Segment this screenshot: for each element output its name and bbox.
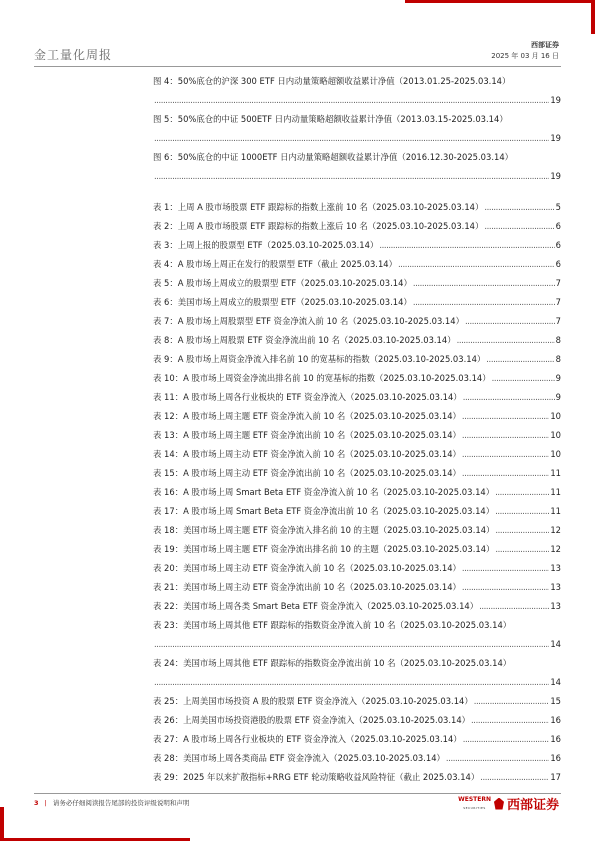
toc-entry-label: 表 2：上周 A 股市场股票 ETF 跟踪标的指数上涨后 10 名（2025.03.10-2025.03.14）: [153, 221, 484, 231]
table-toc-entry[interactable]: [153, 426, 561, 445]
header-divider: [34, 66, 561, 67]
table-toc-entry[interactable]: [153, 464, 561, 483]
toc-leader-dots: [484, 198, 554, 217]
table-toc-entry[interactable]: [153, 483, 561, 502]
logo-english-sub: SECURITIES: [463, 805, 486, 810]
table-toc-entry[interactable]: [153, 540, 561, 559]
toc-entry-label: 表 23：美国市场上周其他 ETF 跟踪标的指数资金净流入前 10 名（2025.03.10-2025.03.14）: [153, 620, 512, 630]
toc-page-number: 8: [555, 335, 561, 345]
toc-page-number: 19: [550, 171, 561, 181]
toc-page-number: 6: [555, 221, 561, 231]
toc-leader-dots: [480, 768, 549, 787]
footer-notice-block: [34, 798, 189, 807]
toc-page-number: 13: [550, 582, 561, 592]
toc-entry-label: 表 3：上周上报的股票型 ETF（2025.03.10-2025.03.14）: [153, 240, 379, 250]
toc-leader-dots: [495, 502, 549, 521]
toc-entry-label: 表 18：美国市场上周主题 ETF 资金净流入排名前 10 的主题（2025.03.10-2025.03.14）: [153, 525, 495, 535]
toc-leader-dots: [379, 236, 554, 255]
toc-leader-dots: [463, 730, 550, 749]
footer-notice: 请务必仔细阅读报告尾部的投资评级说明和声明: [52, 799, 190, 807]
table-toc-entry[interactable]: [153, 369, 561, 388]
toc-leader-dots: [462, 426, 549, 445]
toc-entry-label: 表 1：上周 A 股市场股票 ETF 跟踪标的指数上涨前 10 名（2025.03.10-2025.03.14）: [153, 202, 484, 212]
logo-chinese-name: 西部证券: [506, 798, 559, 813]
toc-page-number: 13: [550, 601, 561, 611]
toc-page-number: 16: [550, 753, 561, 763]
table-toc-entry[interactable]: [153, 749, 561, 768]
toc-page-number: 11: [550, 506, 561, 516]
toc-entry-label: 表 28：美国市场上周各类商品 ETF 资金净流入（2025.03.10-2025.03.14）: [153, 753, 445, 763]
header-brand: 西部证券: [531, 41, 559, 49]
toc-leader-dots: [495, 521, 549, 540]
toc-leader-dots: [154, 635, 549, 654]
table-toc-entry[interactable]: [153, 616, 561, 654]
toc-page-number: 17: [550, 772, 561, 782]
table-toc-entry[interactable]: [153, 236, 561, 255]
toc-page-number: 11: [550, 487, 561, 497]
toc-entry-label: 表 13：A 股市场上周主题 ETF 资金净流出前 10 名（2025.03.10-2025.03.14）: [153, 430, 461, 440]
table-toc-entry[interactable]: [153, 388, 561, 407]
toc-page-number: 19: [550, 133, 561, 143]
table-toc-entry[interactable]: [153, 768, 561, 787]
toc-entry-label: 表 22：美国市场上周各类 Smart Beta ETF 资金净流入（2025.03.10-2025.03.14）: [153, 601, 479, 611]
toc-entry-label: 表 10：A 股市场上周资金净流出排名前 10 的宽基标的指数（2025.03.10-2025.03.14）: [153, 373, 491, 383]
toc-leader-dots: [479, 597, 549, 616]
table-toc-entry[interactable]: [153, 711, 561, 730]
toc-leader-dots: [413, 274, 555, 293]
toc-entry-label: 表 21：美国市场上周主动 ETF 资金净流出前 10 名（2025.03.10-2025.03.14）: [153, 582, 461, 592]
logo-mark-icon: [494, 798, 504, 810]
table-toc-entry[interactable]: [153, 578, 561, 597]
table-toc-entry[interactable]: [153, 692, 561, 711]
toc-page-number: 10: [550, 430, 561, 440]
figure-toc-entry[interactable]: [153, 110, 561, 148]
toc-page-number: 9: [555, 373, 561, 383]
toc-entry-label: 表 17：A 股市场上周 Smart Beta ETF 资金净流出前 10 名（2025.03.10-2025.03.14）: [153, 506, 495, 516]
toc-leader-dots: [462, 559, 549, 578]
table-toc-entry[interactable]: [153, 274, 561, 293]
toc-page-number: 12: [550, 544, 561, 554]
toc-leader-dots: [413, 293, 555, 312]
figure-toc-entry[interactable]: [153, 148, 561, 186]
toc-leader-dots: [462, 464, 549, 483]
report-series-title: 金工量化周报: [34, 48, 113, 62]
corner-accent-top-right-bar: [405, 0, 595, 3]
table-toc-entry[interactable]: [153, 654, 561, 692]
toc-entry-label: 表 29：2025 年以来扩散指标+RRG ETF 轮动策略收益风险特征（截止 2025.03.14）: [153, 772, 480, 782]
toc-page-number: 8: [555, 354, 561, 364]
toc-leader-dots: [486, 350, 554, 369]
toc-page-number: 7: [555, 316, 561, 326]
table-toc-entry[interactable]: [153, 445, 561, 464]
table-toc-entry[interactable]: [153, 217, 561, 236]
toc-entry-label: 图 5：50%底仓的中证 500ETF 日内动量策略超额收益累计净值（2013.03.15-2025.03.14）: [153, 114, 508, 124]
toc-page-number: 6: [555, 240, 561, 250]
table-toc-entry[interactable]: [153, 407, 561, 426]
toc-entry-label: 表 20：美国市场上周主动 ETF 资金净流入前 10 名（2025.03.10-2025.03.14）: [153, 563, 461, 573]
toc-page-number: 16: [550, 715, 561, 725]
table-toc-entry[interactable]: [153, 293, 561, 312]
western-securities-logo: [458, 794, 559, 813]
table-of-contents: [153, 72, 561, 787]
table-toc-entry[interactable]: [153, 350, 561, 369]
corner-accent-top-right: [591, 0, 595, 34]
toc-entry-label: 表 15：A 股市场上周主动 ETF 资金净流出前 10 名（2025.03.10-2025.03.14）: [153, 468, 461, 478]
toc-entry-label: 表 14：A 股市场上周主动 ETF 资金净流入前 10 名（2025.03.10-2025.03.14）: [153, 449, 461, 459]
toc-leader-dots: [154, 91, 549, 110]
toc-leader-dots: [492, 369, 555, 388]
toc-entry-label: 表 11：A 股市场上周各行业板块的 ETF 资金净流入（2025.03.10-2025.03.14）: [153, 392, 462, 402]
toc-leader-dots: [457, 331, 555, 350]
toc-page-number: 14: [550, 677, 561, 687]
table-toc-entry[interactable]: [153, 597, 561, 616]
toc-entry-label: 表 24：美国市场上周其他 ETF 跟踪标的指数资金净流出前 10 名（2025.03.10-2025.03.14）: [153, 658, 512, 668]
toc-entry-label: 图 6：50%底仓的中证 1000ETF 日内动量策略超额收益累计净值（2016.12.30-2025.03.14）: [153, 152, 514, 162]
report-date: 2025 年 03 月 16 日: [491, 52, 559, 60]
toc-page-number: 11: [550, 468, 561, 478]
toc-entry-label: 表 9：A 股市场上周资金净流入排名前 10 的宽基标的指数（2025.03.10-2025.03.14）: [153, 354, 486, 364]
toc-leader-dots: [154, 167, 549, 186]
table-toc-entry[interactable]: [153, 521, 561, 540]
toc-page-number: 7: [555, 278, 561, 288]
toc-page-number: 6: [555, 259, 561, 269]
toc-entry-label: 表 26：上周美国市场投资港股的股票 ETF 资金净流入（2025.03.10-2025.03.14）: [153, 715, 471, 725]
logo-english-name: WESTERN: [458, 795, 491, 803]
toc-page-number: 10: [550, 449, 561, 459]
table-toc-entry[interactable]: [153, 559, 561, 578]
table-toc-entry[interactable]: [153, 312, 561, 331]
toc-page-number: 5: [555, 202, 561, 212]
toc-leader-dots: [474, 692, 550, 711]
toc-leader-dots: [462, 578, 549, 597]
toc-entry-label: 表 7：A 股市场上周股票型 ETF 资金净流入前 10 名（2025.03.10-2025.03.14）: [153, 316, 464, 326]
toc-leader-dots: [154, 673, 549, 692]
toc-leader-dots: [463, 388, 555, 407]
toc-entry-label: 表 16：A 股市场上周 Smart Beta ETF 资金净流入前 10 名（2025.03.10-2025.03.14）: [153, 487, 495, 497]
figure-toc-entry[interactable]: [153, 72, 561, 110]
toc-leader-dots: [462, 407, 549, 426]
header-brand-block: [491, 40, 559, 62]
toc-page-number: 15: [550, 696, 561, 706]
table-toc-entry[interactable]: [153, 255, 561, 274]
toc-leader-dots: [495, 483, 549, 502]
toc-page-number: 19: [550, 95, 561, 105]
toc-entry-label: 表 4：A 股市场上周正在发行的股票型 ETF（截止 2025.03.14）: [153, 259, 398, 269]
toc-entry-label: 图 4：50%底仓的沪深 300 ETF 日内动量策略超额收益累计净值（2013.01.25-2025.03.14）: [153, 76, 511, 86]
toc-page-number: 9: [555, 392, 561, 402]
toc-page-number: 7: [555, 297, 561, 307]
table-toc-entry[interactable]: [153, 331, 561, 350]
toc-leader-dots: [495, 540, 549, 559]
toc-leader-dots: [398, 255, 555, 274]
toc-entry-label: 表 19：美国市场上周主题 ETF 资金净流出排名前 10 的主题（2025.03.10-2025.03.14）: [153, 544, 495, 554]
toc-leader-dots: [154, 129, 549, 148]
toc-page-number: 13: [550, 563, 561, 573]
toc-page-number: 14: [550, 639, 561, 649]
toc-entry-label: 表 25：上周美国市场投资 A 股的股票 ETF 资金净流入（2025.03.10-2025.03.14）: [153, 696, 473, 706]
toc-page-number: 12: [550, 525, 561, 535]
table-toc-entry[interactable]: [153, 198, 561, 217]
toc-leader-dots: [484, 217, 554, 236]
toc-entry-label: 表 6：美国市场上周成立的股票型 ETF（2025.03.10-2025.03.14）: [153, 297, 412, 307]
logo-english: [458, 796, 491, 812]
corner-accent-bottom-left: [0, 807, 4, 841]
table-toc-entry[interactable]: [153, 502, 561, 521]
toc-entry-label: 表 5：A 股市场上周成立的股票型 ETF（2025.03.10-2025.03.14）: [153, 278, 412, 288]
page-number: 3: [34, 799, 39, 807]
toc-leader-dots: [471, 711, 549, 730]
footer-separator: |: [44, 799, 47, 807]
toc-entry-label: 表 12：A 股市场上周主题 ETF 资金净流入前 10 名（2025.03.10-2025.03.14）: [153, 411, 461, 421]
toc-section-gap: [153, 186, 561, 198]
toc-leader-dots: [446, 749, 549, 768]
table-toc-entry[interactable]: [153, 730, 561, 749]
toc-page-number: 10: [550, 411, 561, 421]
toc-leader-dots: [465, 312, 555, 331]
toc-entry-label: 表 27：A 股市场上周各行业板块的 ETF 资金净流入（2025.03.10-2025.03.14）: [153, 734, 462, 744]
toc-leader-dots: [462, 445, 549, 464]
toc-entry-label: 表 8：A 股市场上周股票 ETF 资金净流出前 10 名（2025.03.10-2025.03.14）: [153, 335, 456, 345]
toc-page-number: 16: [550, 734, 561, 744]
